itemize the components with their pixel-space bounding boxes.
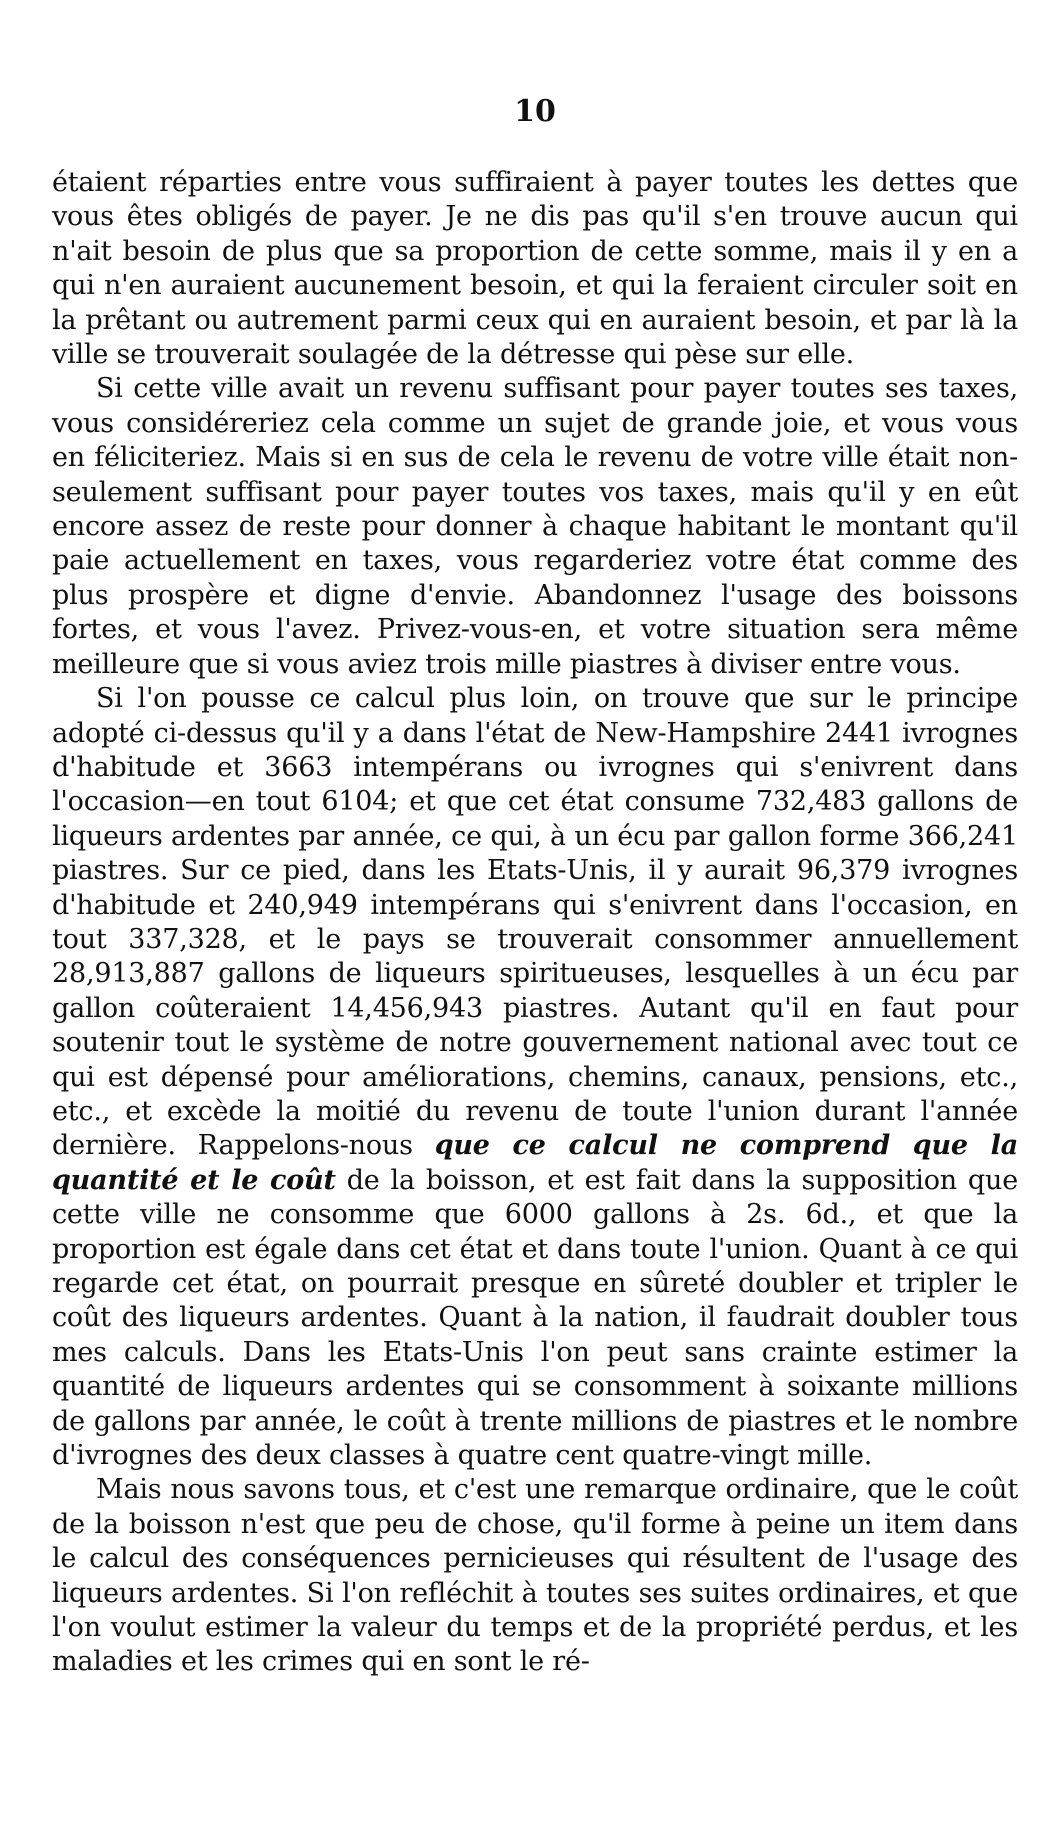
paragraph-3-text-before: Si l'on pousse ce calcul plus loin, on trouve que sur le principe adopté ci-dessus qu'il y a dans l'état de New-Hampshire 2441 ivrognes d'habitude et 3663 intempérans ou ivrognes qui s'enivrent dans l'occasion—en tout 6104; et que cet état consume 732,483 gallons de liqueurs ardentes par année, ce qui, à un écu par gallon forme 366,241 piastres. Sur ce pied, dans les Etats-Unis, il y aurait 96,379 ivrognes d'habitude et 240,949 intempérans qui s'enivrent dans l'occasion, en tout 337,328, et le pays se trouverait consommer annuellement 28,913,887 gallons de liqueurs spiritueuses, lesquelles à un écu par gallon coûteraient 14,456,943 piastres. Autant qu'il en faut pour soutenir tout le système de notre gouvernement national avec tout ce qui est dépensé pour améliorations, chemins, canaux, pensions, etc., etc., et excède la moitié du revenu de toute l'union durant l'année dernière. Rappelons-nous (52, 683, 1018, 1162)
paragraph-4: Mais nous savons tous, et c'est une remarque ordinaire, que le coût de la boisson n'est que peu de chose, qu'il forme à peine un item dans le calcul des conséquences pernicieuses qui résultent de l'usage des liqueurs ardentes. Si l'on refléchit à toutes ses suites ordinaires, et que l'on voulut estimer la valeur du temps et de la propriété perdus, et les maladies et les crimes qui en sont le ré- (52, 1474, 1018, 1678)
paragraph-3-text-after: de la boisson, et est fait dans la supposition que cette ville ne consomme que 6000 gallons à 2s. 6d., et que la proportion est égale dans cet état et dans toute l'union. Quant à ce qui regarde cet état, on pourrait presque en sûreté doubler et tripler le coût des liqueurs ardentes. Quant à la nation, il faudrait doubler tous mes calculs. Dans les Etats-Unis l'on peut sans crainte estimer la quantité de liqueurs ardentes qui se consomment à soixante millions de gallons par année, le coût à trente millions de piastres et le nombre d'ivrognes des deux classes à quatre cent quatre-vingt mille. (52, 1164, 1018, 1472)
paragraph-3-emphasis: que ce calcul ne comprend que la quantité et le coût (52, 1130, 1018, 1196)
page-number: 10 (514, 94, 556, 129)
page (52, 92, 1018, 1680)
paragraph-3 (52, 682, 1018, 1473)
paragraph-1: étaient réparties entre vous suffiraient à payer toutes les dettes que vous êtes obligés de payer. Je ne dis pas qu'il s'en trouve aucun qui n'ait besoin de plus que sa proportion de cette somme, mais il y en a qui n'en auraient aucunement besoin, et qui la feraient circuler soit en la prêtant ou autrement parmi ceux qui en auraient besoin, et par là la ville se trouverait soulagée de la détresse qui pèse sur elle. (52, 167, 1018, 371)
paragraph-2: Si cette ville avait un revenu suffisant pour payer toutes ses taxes, vous considéreriez cela comme un sujet de grande joie, et vous vous en féliciteriez. Mais si en sus de cela le revenu de votre ville était non-seulement suffisant pour payer toutes vos taxes, mais qu'il y en eût encore assez de reste pour donner à chaque habitant le montant qu'il paie actuellement en taxes, vous regarderiez votre état comme des plus prospère et digne d'envie. Abandonnez l'usage des boissons fortes, et vous l'avez. Privez-vous-en, et votre situation sera même meilleure que si vous aviez trois mille piastres à diviser entre vous. (52, 373, 1018, 680)
